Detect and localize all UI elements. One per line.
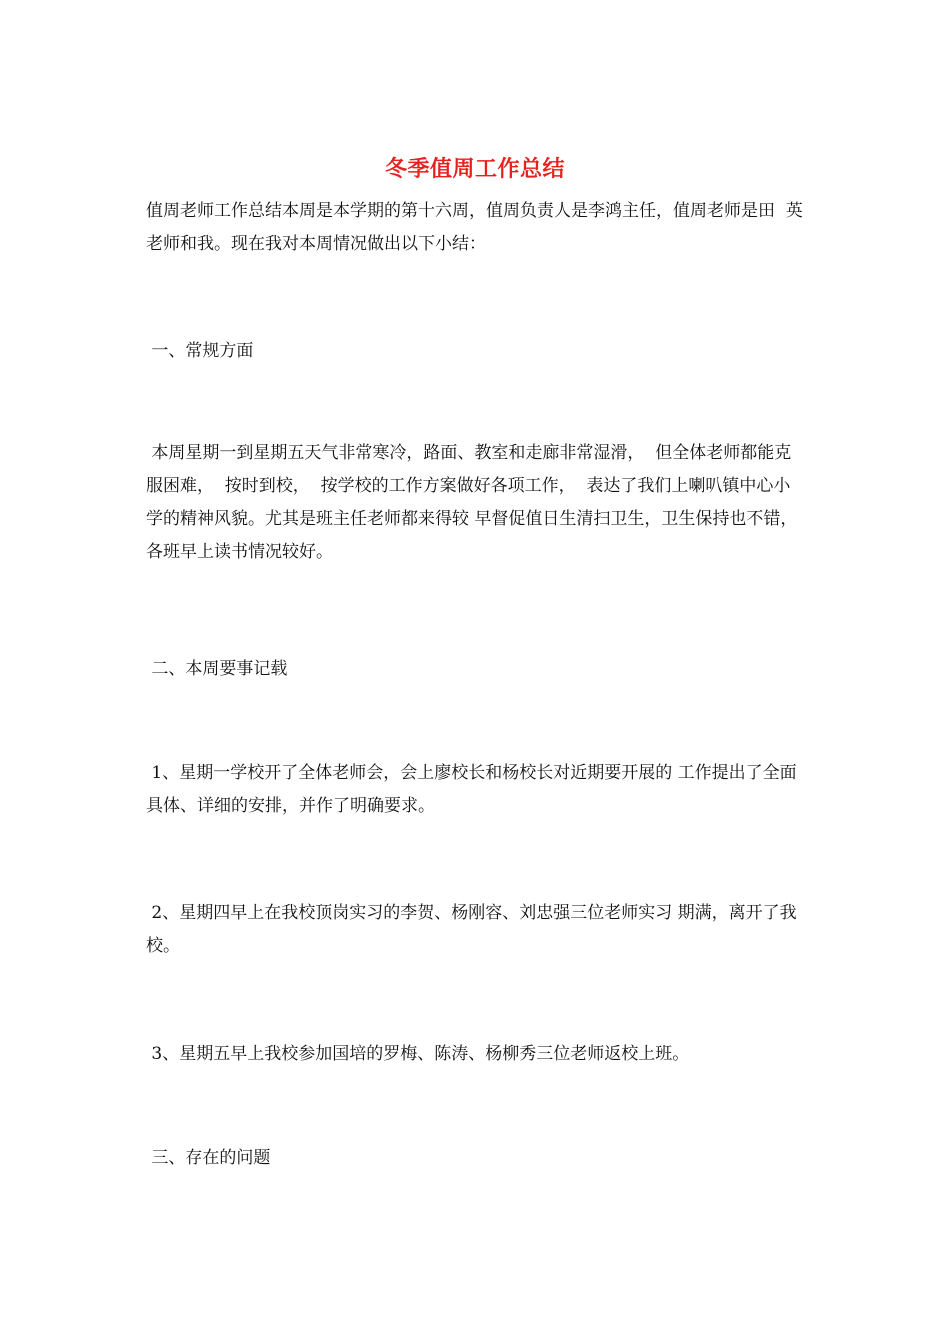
- event-item-1: 1、星期一学校开了全体老师会，会上廖校长和杨校长对近期要开展的 工作提出了全面具体、详细的安排，并作了明确要求。: [146, 763, 797, 816]
- intro-paragraph: 值周老师工作总结本周是本学期的第十六周，值周负责人是李鸿主任，值周老师是田 英老师和我。现在我对本周情况做出以下小结：: [146, 201, 803, 254]
- section-heading-events: 二、本周要事记载: [146, 659, 288, 679]
- document-title: 冬季值周工作总结: [384, 156, 565, 182]
- section-heading-problems: 三、存在的问题: [146, 1148, 271, 1168]
- section-body-routine: 本周星期一到星期五天气非常寒冷，路面、教室和走廊非常湿滑， 但全体老师都能克服困难， 按时到校， 按学校的工作方案做好各项工作， 表达了我们上喇叭镇中心小学的精神风貌。尤其是班主任老师都来得较 早督促值日生清扫卫生，卫生保持也不错，各班早上读书情况较好。: [146, 443, 798, 562]
- event-item-3: 3、星期五早上我校参加国培的罗梅、陈涛、杨柳秀三位老师返校上班。: [146, 1044, 690, 1064]
- section-heading-routine: 一、常规方面: [146, 341, 254, 361]
- event-item-2: 2、星期四早上在我校顶岗实习的李贺、杨刚容、刘忠强三位老师实习 期满，离开了我校。: [146, 903, 797, 956]
